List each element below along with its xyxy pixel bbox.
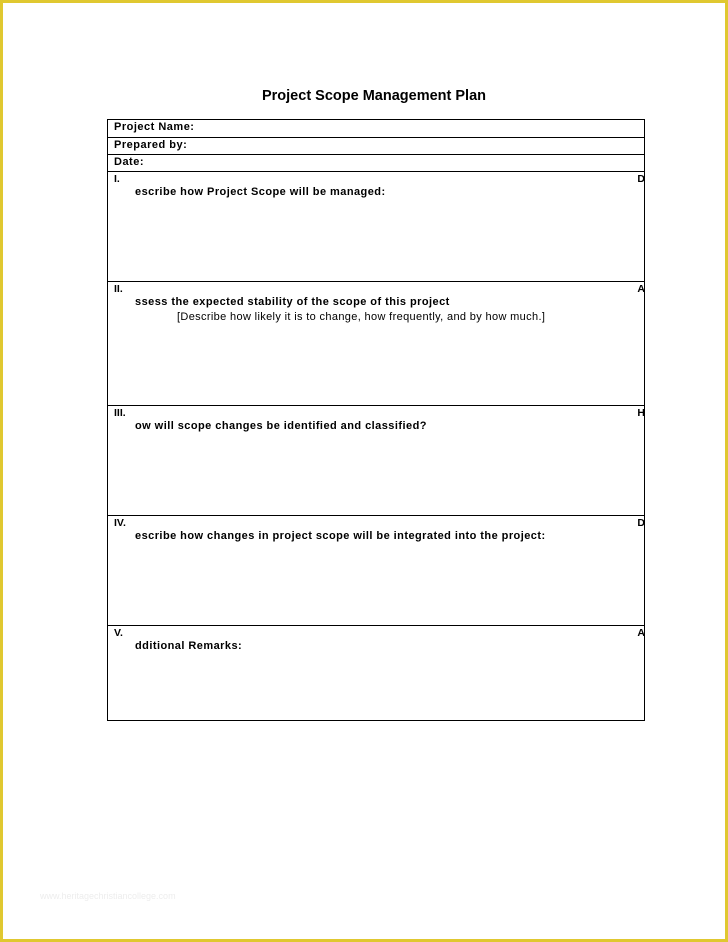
project-name-label: Project Name: bbox=[114, 121, 195, 133]
watermark: www.heritagechristiancollege.com bbox=[40, 891, 176, 901]
section-hint: [Describe how likely it is to change, how frequently, and by how much.] bbox=[177, 311, 546, 323]
section-initial: A bbox=[637, 627, 645, 639]
section-number: I. bbox=[114, 173, 120, 185]
document-title: Project Scope Management Plan bbox=[261, 88, 486, 104]
section-number: III. bbox=[114, 407, 126, 419]
section-1[interactable] bbox=[108, 171, 644, 281]
section-question: escribe how changes in project scope will be integrated into the project: bbox=[135, 530, 546, 542]
section-number: II. bbox=[114, 283, 123, 295]
scope-plan-form bbox=[107, 119, 645, 721]
section-initial: A bbox=[637, 283, 645, 295]
section-number: IV. bbox=[114, 517, 126, 529]
section-question: dditional Remarks: bbox=[135, 640, 243, 652]
section-question: ow will scope changes be identified and classified? bbox=[135, 420, 427, 432]
date-row[interactable] bbox=[108, 154, 644, 171]
section-3[interactable] bbox=[108, 405, 644, 515]
section-initial: D bbox=[637, 173, 645, 185]
section-2[interactable] bbox=[108, 281, 644, 405]
section-5[interactable] bbox=[108, 625, 644, 720]
prepared-by-label: Prepared by: bbox=[114, 139, 188, 151]
section-question: ssess the expected stability of the scope of this project bbox=[135, 296, 450, 308]
date-label: Date: bbox=[114, 156, 145, 168]
section-number: V. bbox=[114, 627, 123, 639]
section-question: escribe how Project Scope will be managed: bbox=[135, 186, 386, 198]
section-4[interactable] bbox=[108, 515, 644, 625]
section-initial: D bbox=[637, 517, 645, 529]
prepared-by-row[interactable] bbox=[108, 137, 644, 154]
project-name-row[interactable] bbox=[108, 120, 644, 137]
section-initial: H bbox=[637, 407, 645, 419]
